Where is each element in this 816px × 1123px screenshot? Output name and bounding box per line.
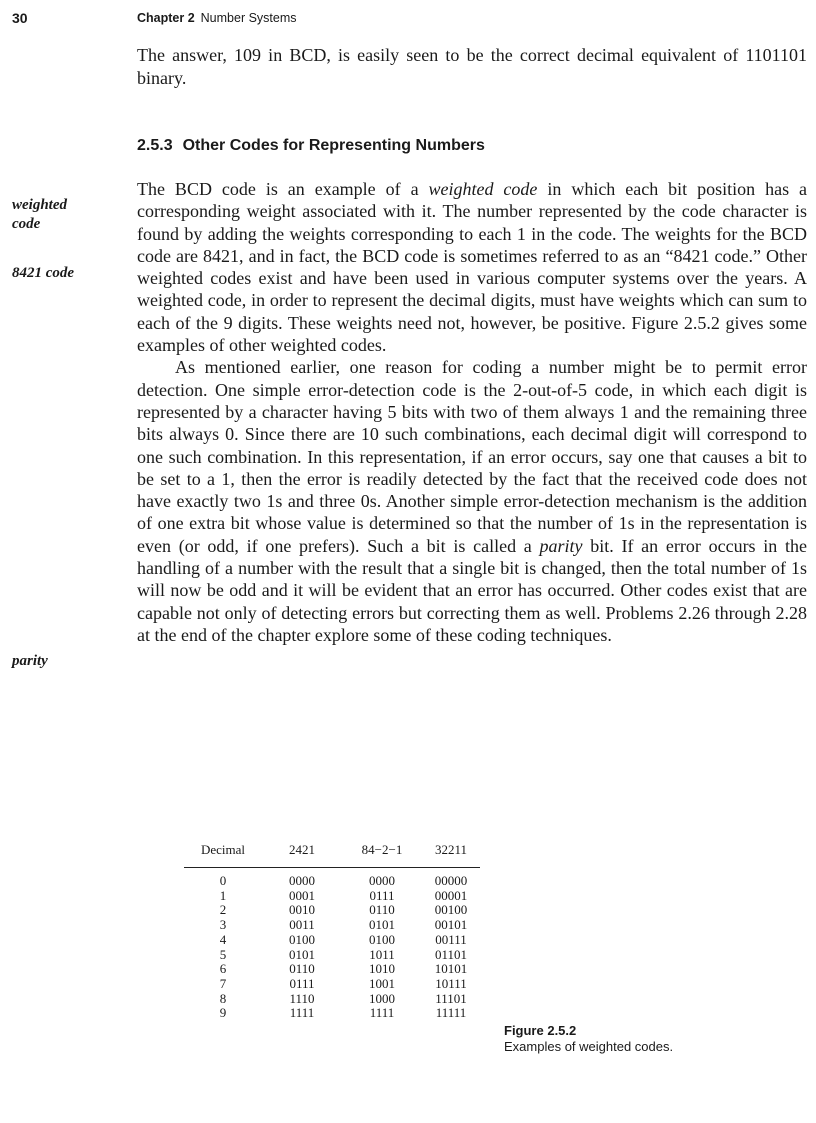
- page-number: 30: [12, 10, 28, 26]
- chapter-title: Number Systems: [200, 11, 297, 25]
- column-header: 84−2−1: [342, 842, 422, 868]
- table-cell: 0001: [289, 887, 315, 903]
- table-cell: 1111: [369, 1005, 395, 1021]
- table-cell: 7: [219, 975, 227, 991]
- table-cell: 00101: [434, 917, 468, 933]
- table-cell: 0011: [289, 917, 315, 933]
- table-cell: 00001: [434, 887, 468, 903]
- table-row: [184, 1006, 480, 1021]
- table-row: [184, 868, 480, 889]
- term-weighted-code: weighted code: [428, 179, 538, 199]
- chapter-number: Chapter 2: [137, 11, 195, 25]
- intro-paragraph: The answer, 109 in BCD, is easily seen to be the correct decimal equivalent of 1101101 binary.: [137, 45, 807, 88]
- table-row: [184, 933, 480, 948]
- figure-label: Figure 2.5.2: [504, 1023, 577, 1038]
- table-cell: 5: [219, 946, 227, 962]
- column-header: 2421: [262, 842, 342, 868]
- section-number: 2.5.3: [137, 137, 173, 154]
- table-cell: 1: [219, 887, 227, 903]
- paragraph-error-detection: [137, 356, 807, 646]
- paragraph-text: in which each bit position has a corresponding weight associated with it. The number represented by the code character is found by adding the weights corresponding to each 1 in the code. The weights for the BCD code are 8421, and in fact, the BCD code is sometimes referred to as an “8421 code.” Other weighted codes exist and have been used in various computer systems over the years. A weighted code, in order to represent the decimal digits, must have weights which can sum to each of the 9 digits. These weights need not, however, be positive. Figure 2.5.2 gives some examples of other weighted codes.: [137, 179, 808, 356]
- table-row: [184, 903, 480, 918]
- table-row: [184, 977, 480, 992]
- table-cell: 01101: [434, 946, 468, 962]
- table-cell: 10101: [434, 961, 468, 977]
- column-header: 32211: [422, 842, 480, 868]
- table-cell: 1000: [369, 990, 395, 1006]
- weighted-codes-table: [184, 842, 480, 1021]
- table-cell: 0101: [289, 946, 315, 962]
- table-cell: 11101: [435, 990, 467, 1006]
- table-cell: 00000: [434, 873, 468, 888]
- table-row: [184, 948, 480, 963]
- figure-caption: [504, 1023, 673, 1055]
- table-cell: 0110: [289, 961, 315, 977]
- term-parity: parity: [539, 535, 583, 556]
- table-cell: 1010: [369, 961, 395, 977]
- running-head: [137, 11, 297, 25]
- table-cell: 0000: [369, 873, 395, 888]
- table-cell: 4: [219, 931, 227, 947]
- margin-note-8421-code: 8421 code: [12, 265, 75, 281]
- margin-note-weighted-code: weighted code: [12, 197, 67, 232]
- paragraph-text: As mentioned earlier, one reason for coding a number might be to permit error detection. One simple error-detection code is the 2-out-of-5 code, in which each digit is represented by a character having 5 bits with two of them always 1 and the remaining three bits always 0. Since there are 10 such combinations, each decimal digit will correspond to one such combination. In this representation, if an error occurs, say one that causes a bit to be set to a 1, then the error is readily detected by the fact that the received code does not have exactly two 1s and three 0s. Another simple error-detection mechanism is the addition of one extra bit whose value is determined so that the number of 1s in the representation is even (or odd, if one prefers). Such a bit is called a: [137, 357, 807, 556]
- body-text: [137, 178, 807, 646]
- table-cell: 0101: [369, 917, 395, 933]
- table-cell: 0100: [369, 931, 395, 947]
- table-cell: 0: [219, 873, 227, 888]
- column-header: Decimal: [184, 842, 262, 868]
- table-cell: 8: [219, 990, 227, 1006]
- table-row: [184, 918, 480, 933]
- table-cell: 0010: [289, 902, 315, 918]
- table-cell: 1011: [369, 946, 395, 962]
- table-cell: 11111: [435, 1005, 467, 1021]
- table-cell: 0110: [369, 902, 395, 918]
- table-cell: 3: [219, 917, 227, 933]
- table-cell: 00111: [435, 931, 467, 947]
- table-header-row: [184, 842, 480, 868]
- figure-caption-text: Examples of weighted codes.: [504, 1039, 674, 1054]
- paragraph-text: bit. If an error occurs in the handling of a number with the result that a single bit is changed, then the total number of 1s will now be odd and it will be evident that an error has occurred. Other codes exist that are capable not only of detecting errors but correcting them as well. Problems 2.26 through 2.28 at the end of the chapter explore some of these coding techniques.: [137, 535, 807, 645]
- table-cell: 1111: [289, 1005, 315, 1021]
- table-cell: 1001: [369, 975, 395, 991]
- table-cell: 0000: [289, 873, 315, 888]
- table-cell: 0111: [289, 975, 315, 991]
- table-cell: 0111: [369, 887, 395, 903]
- table-body: [184, 868, 480, 1022]
- table-row: [184, 992, 480, 1007]
- paragraph-weighted-codes: [137, 178, 807, 356]
- table-cell: 10111: [435, 975, 467, 991]
- table-row: [184, 962, 480, 977]
- table-cell: 00100: [434, 902, 468, 918]
- section-title: Other Codes for Representing Numbers: [182, 137, 485, 154]
- margin-note-parity: parity: [12, 653, 48, 669]
- table-cell: 2: [219, 902, 227, 918]
- table-cell: 0100: [289, 931, 315, 947]
- paragraph-text: The BCD code is an example of a: [137, 179, 429, 199]
- table-cell: 6: [219, 961, 227, 977]
- table-cell: 1110: [289, 990, 315, 1006]
- section-heading: [137, 137, 485, 155]
- table-cell: 9: [219, 1005, 227, 1021]
- table-row: [184, 889, 480, 904]
